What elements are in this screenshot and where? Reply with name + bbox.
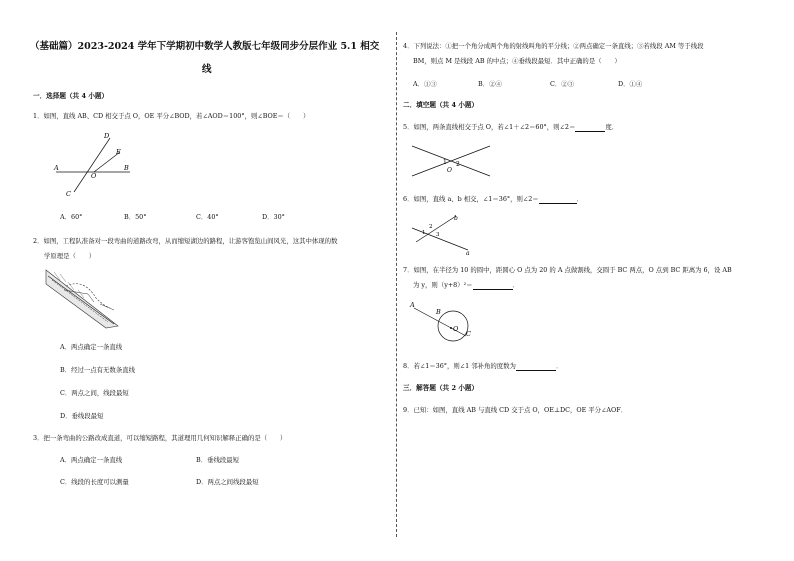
fig1-label-e: E bbox=[116, 148, 121, 156]
question-2-option-c[interactable]: C．两点之间，线段最短 bbox=[60, 389, 129, 397]
question-3-option-c[interactable]: C．线段的长度可以测量 bbox=[60, 478, 129, 486]
question-4-option-b[interactable]: B．②④ bbox=[478, 80, 502, 88]
fig6-label-b: b bbox=[454, 215, 458, 222]
question-5-unit: 度． bbox=[605, 123, 619, 131]
question-7-text: 为 y，则（y+8）²＝ bbox=[413, 281, 473, 289]
section-fill-heading: 二．填空题（共 4 小题） bbox=[403, 101, 479, 109]
fig7-label-c: C bbox=[466, 330, 471, 338]
question-8-end: ． bbox=[555, 362, 563, 370]
fig6-label-a: a bbox=[466, 250, 470, 256]
question-2-option-d[interactable]: D．垂线段最短 bbox=[60, 412, 104, 420]
fig7-label-a: A bbox=[410, 301, 415, 309]
question-3-stem: 3．把一条弯曲的公路改成直道，可以缩短路程，其道理用几何知识解释正确的是（ ） bbox=[33, 434, 287, 442]
question-9-stem: 9．已知：如图，直线 AB 与直线 CD 交于点 O，OE⊥DC，OE 平分∠AOF． bbox=[403, 406, 628, 414]
question-5-text: 5．如图，两条直线相交于点 O，若∠1＋∠2＝60°，则∠2＝ bbox=[403, 123, 576, 131]
question-4-stem: 4．下列说法：①把一个角分成两个角的射线叫角的平分线；②两点确定一条直线；③若线段 AM 等于线段 bbox=[403, 42, 704, 50]
question-1-option-d[interactable]: D．30° bbox=[262, 213, 285, 221]
fig6-label-3: 3 bbox=[436, 232, 440, 238]
question-3-option-b[interactable]: B．垂线段最短 bbox=[196, 456, 240, 464]
page-title-continued: 线 bbox=[202, 64, 212, 75]
fig1-label-d: D bbox=[104, 132, 110, 140]
fig6-label-2: 2 bbox=[429, 224, 433, 230]
question-2-option-b[interactable]: B．经过一点有无数条直线 bbox=[60, 366, 135, 374]
fig5-label-1: 1 bbox=[443, 159, 447, 166]
question-4-option-a[interactable]: A．①③ bbox=[413, 80, 437, 88]
section-answer-heading: 三．解答题（共 2 小题） bbox=[403, 384, 479, 392]
question-3-option-a[interactable]: A．两点确定一条直线 bbox=[60, 456, 123, 464]
question-7-stem-continued bbox=[413, 281, 519, 290]
question-2-figure bbox=[44, 268, 120, 330]
question-5-stem bbox=[403, 123, 618, 132]
question-1-option-c[interactable]: C．40° bbox=[196, 213, 219, 221]
page-title: （基础篇）2023-2024 学年下学期初中数学人教版七年级同步分层作业 5.1 相交 bbox=[30, 41, 380, 52]
question-1-stem: 1．如图，直线 AB、CD 相交于点 O，OE 平分∠BOD，若∠AOD＝100°，则∠BOE＝（ ） bbox=[33, 112, 310, 120]
fig5-label-2: 2 bbox=[456, 161, 460, 168]
question-3-option-d[interactable]: D．两点之间线段最短 bbox=[196, 478, 259, 486]
question-2-stem: 2．如图，工程队准备对一段弯曲的道路改弯，从而缩短湖边的路程，让游客饱览山间风光，这其中体现的数 bbox=[33, 237, 338, 245]
column-divider bbox=[396, 32, 397, 537]
fig6-label-1: 1 bbox=[422, 230, 426, 236]
question-7-end: ． bbox=[512, 281, 519, 289]
question-6-answer-blank[interactable] bbox=[539, 196, 577, 204]
fig1-label-c: C bbox=[66, 190, 71, 198]
question-2-stem-continued: 学原理是（ ） bbox=[44, 252, 96, 260]
question-4-option-c[interactable]: C．②③ bbox=[550, 80, 575, 88]
fig1-label-a: A bbox=[54, 164, 59, 172]
question-8-answer-blank[interactable] bbox=[516, 363, 556, 371]
question-1-option-b[interactable]: B．50° bbox=[124, 213, 147, 221]
question-5-figure bbox=[410, 142, 494, 182]
question-6-figure bbox=[410, 212, 474, 256]
question-1-option-a[interactable]: A．60° bbox=[60, 213, 83, 221]
question-6-end: ． bbox=[576, 195, 584, 203]
fig1-label-b: B bbox=[124, 164, 129, 172]
question-4-option-d[interactable]: D．①④ bbox=[618, 80, 643, 88]
question-7-answer-blank[interactable] bbox=[473, 282, 513, 290]
fig7-label-o: O bbox=[453, 325, 459, 333]
question-8-stem bbox=[403, 362, 562, 371]
question-1-figure bbox=[52, 128, 142, 198]
question-7-figure bbox=[408, 298, 474, 346]
question-8-text: 8．若∠1＝36°，则∠1 邻补角的度数为 bbox=[403, 362, 516, 370]
question-6-stem bbox=[403, 195, 583, 204]
question-4-stem-continued: BM，则点 M 是线段 AB 的中点；④垂线段最短．其中正确的是（ ） bbox=[413, 57, 621, 65]
section-choice-heading: 一．选择题（共 4 小题） bbox=[33, 92, 109, 100]
question-2-option-a[interactable]: A．两点确定一条直线 bbox=[60, 343, 123, 351]
question-7-stem: 7．如图，在半径为 10 的圆中，距圆心 O 点为 20 的 A 点做割线，交圆于 BC 两点，O 点到 BC 距离为 6，设 AB bbox=[403, 266, 732, 274]
fig5-label-o: O bbox=[447, 167, 452, 174]
question-6-text: 6．如图，直线 a、b 相交，∠1＝36°，则∠2＝ bbox=[403, 195, 539, 203]
fig1-label-o: O bbox=[91, 172, 97, 180]
fig7-label-b: B bbox=[436, 308, 441, 316]
question-5-answer-blank[interactable] bbox=[575, 124, 605, 132]
